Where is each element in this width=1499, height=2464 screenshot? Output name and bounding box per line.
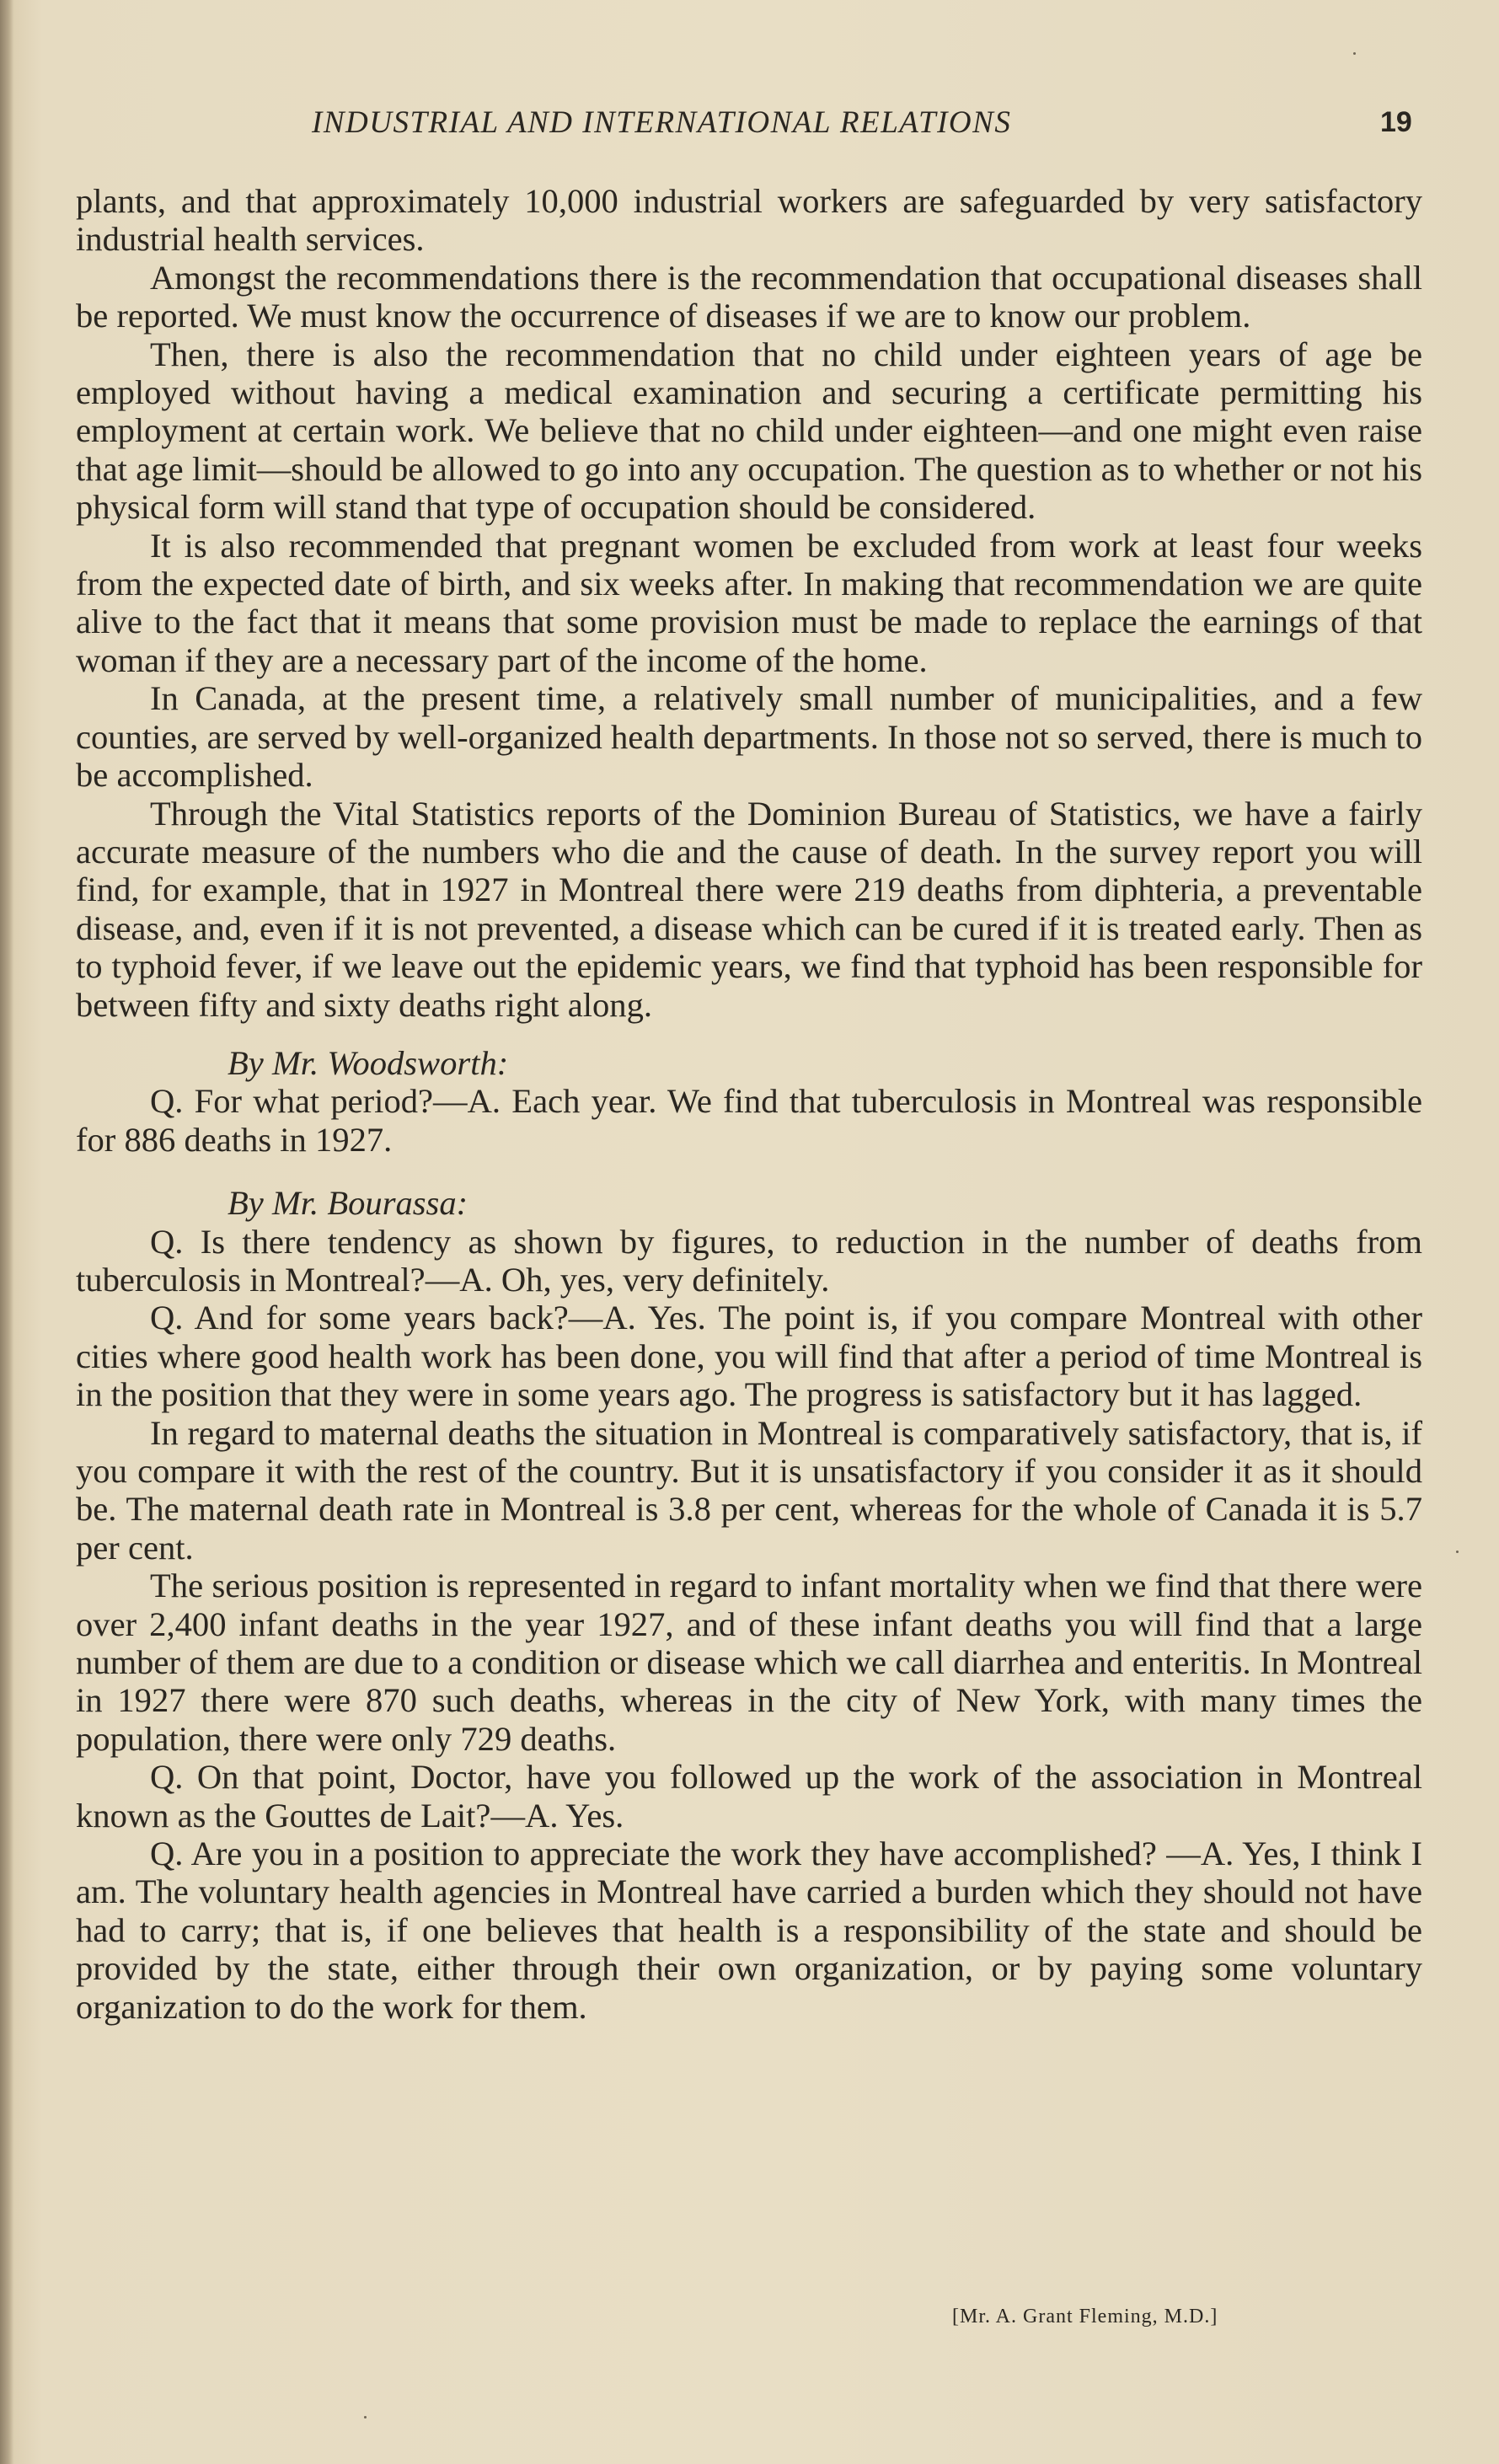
running-head-title: INDUSTRIAL AND INTERNATIONAL RELATIONS bbox=[312, 105, 1012, 140]
question-answer: Q. On that point, Doctor, have you followed up the work of the association in Montreal known as the Gouttes de Lait?—A. Yes. bbox=[76, 1758, 1422, 1835]
paragraph: Amongst the recommendations there is the recommendation that occupational diseases shall be reported. We must know the occurrence of diseases if we are to know our problem. bbox=[76, 258, 1422, 335]
paragraph: Then, there is also the recommendation that no child under eighteen years of age be employed without having a medical examination and securing a certificate permitting his employment at certain work. We believe that no child under eighteen—and one might even raise that age limit—should be allowed to go into any occupation. The question as to whether or not his physical form will stand that type of occupation should be considered. bbox=[76, 335, 1422, 527]
question-answer: Q. Is there tendency as shown by figures, to reduction in the number of deaths from tuberculosis in Montreal?—A. Oh, yes, very definitely. bbox=[76, 1222, 1422, 1299]
page-binding-edge bbox=[0, 0, 13, 2464]
body-text bbox=[76, 182, 1422, 2026]
witness-attribution: [Mr. A. Grant Fleming, M.D.] bbox=[952, 2306, 1218, 2327]
paper-speck bbox=[1456, 1551, 1459, 1553]
paper-speck bbox=[1353, 52, 1356, 55]
question-answer: Q. Are you in a position to appreciate the work they have accomplished? —A. Yes, I think I am. The voluntary health agencies in Montreal have carried a burden which they should not have had to carry; that is, if one believes that health is a responsibility of the state and should be provided by the state, either through their own organization, or by paying some voluntary organization to do the work for them. bbox=[76, 1835, 1422, 2026]
paragraph: The serious position is represented in regard to infant mortality when we find that there were over 2,400 infant deaths in the year 1927, and of these infant deaths you will find that a large number of them are due to a condition or disease which we call diarrhea and enteritis. In Montreal in 1927 there were 870 such deaths, whereas in the city of New York, with many times the population, there were only 729 deaths. bbox=[76, 1567, 1422, 1758]
paragraph: In Canada, at the present time, a relatively small number of municipalities, and a few counties, are served by well-organized health departments. In those not so served, there is much to be accomplished. bbox=[76, 679, 1422, 795]
speaker-heading: By Mr. Woodsworth: bbox=[228, 1043, 509, 1082]
paragraph: In regard to maternal deaths the situation in Montreal is comparatively satisfactory, that is, if you compare it with the rest of the country. But it is unsatisfactory if you consider it as it should be. The maternal death rate in Montreal is 3.8 per cent, whereas for the whole of Canada it is 5.7 per cent. bbox=[76, 1413, 1422, 1567]
question-answer: Q. And for some years back?—A. Yes. The point is, if you compare Montreal with other cities where good health work has been done, you will find that after a period of time Montreal is in the position that they were in some years ago. The progress is satisfactory but it has lagged. bbox=[76, 1299, 1422, 1414]
paragraph: It is also recommended that pregnant women be excluded from work at least four weeks from the expected date of birth, and six weeks after. In making that recommendation we are quite alive to the fact that it means that some provision must be made to replace the earnings of that woman if they are a necessary part of the income of the home. bbox=[76, 526, 1422, 679]
question-answer: Q. For what period?—A. Each year. We find that tuberculosis in Montreal was responsible for 886 deaths in 1927. bbox=[76, 1082, 1422, 1159]
page-number: 19 bbox=[1380, 106, 1412, 138]
paragraph: plants, and that approximately 10,000 industrial workers are safeguarded by very satisfactory industrial health services. bbox=[76, 182, 1422, 259]
paper-speck bbox=[364, 2416, 367, 2418]
speaker-heading: By Mr. Bourassa: bbox=[228, 1184, 468, 1223]
paragraph: Through the Vital Statistics reports of the Dominion Bureau of Statistics, we have a fairly accurate measure of the numbers who die and the cause of death. In the survey report you will find, for example, that in 1927 in Montreal there were 219 deaths from diphteria, a preventable disease, and, even if it is not prevented, a disease which can be cured if it is treated early. Then as to typhoid fever, if we leave out the epidemic years, we find that typhoid has been responsible for between fifty and sixty deaths right along. bbox=[76, 794, 1422, 1024]
